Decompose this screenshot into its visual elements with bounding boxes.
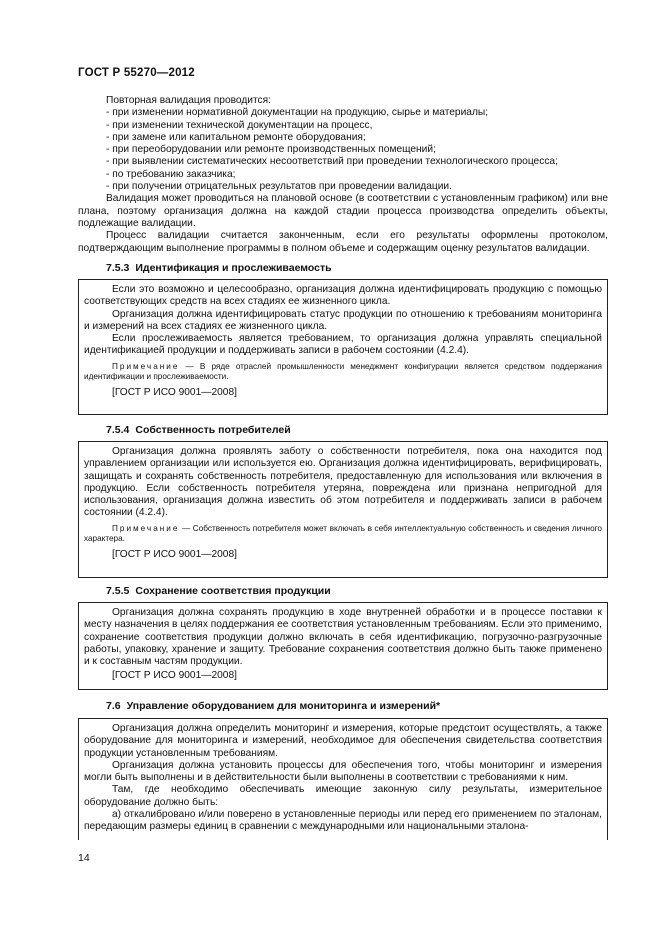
note-text: — В ряде отраслей промышленности менеджмент конфигурации является средством поддержания идентификации и прослеживаемости. [84, 361, 602, 382]
box-paragraph: Организация должна определить мониторинг и измерения, которые предстоит осуществлять, а также оборудование для мониторинга и измерений, необходимое для обеспечения свидетельства соответствия продукции установленным требованиям. [84, 723, 602, 759]
list-item: - при получении отрицательных результатов при проведении валидации. [106, 181, 452, 193]
note-label: Примечание [112, 523, 180, 533]
intro-paragraph: Валидация может проводиться на плановой основе (в соответствии с установленным графиком) или вне плана, поэтому организация должна на каждой стадии процесса производства определить объекты, подлежащие валидации. [78, 193, 608, 229]
list-item: - при переоборудовании или ремонте производственных помещений; [106, 144, 436, 156]
note-text: — Собственность потребителя может включать в себя интеллектуальную собственность и сведения личного характера. [84, 523, 602, 544]
section-heading-7-5-5 [106, 585, 331, 597]
document-header: ГОСТ Р 55270—2012 [78, 67, 195, 79]
box-paragraph: Организация должна установить процессы для обеспечения того, чтобы мониторинг и измерения могли быть выполнены и в действительности были выполнены в соответствии с требованиями к ним. [84, 759, 602, 784]
section-number: 7.5.4 [106, 424, 130, 436]
list-item: - при изменении нормативной документации на продукцию, сырье и материалы; [106, 107, 489, 119]
list-item: - при выявлении систематических несоответствий при проведении технологического процесса; [106, 156, 558, 168]
section-number: 7.5.3 [106, 262, 130, 274]
list-item: - по требованию заказчика; [106, 168, 236, 180]
quote-box-7-6 [78, 718, 608, 840]
section-heading-7-6 [106, 700, 440, 712]
box-paragraph: а) откалибровано и/или поверено в установленные периоды или перед его применением по эталонам, передающим размеры единиц в сравнении с международными или национальными эталона- [84, 809, 602, 833]
section-title: Управление оборудованием для мониторинга и измерений* [126, 700, 441, 712]
section-number: 7.5.5 [106, 585, 130, 597]
note-label: Примечание [112, 361, 180, 371]
box-paragraph: Если это возможно и целесообразно, организация должна идентифицировать продукцию с помощью соответствующих средств на всех стадиях ее жизненного цикла. [84, 284, 602, 308]
section-heading-7-5-3 [106, 262, 332, 274]
box-paragraph: Организация должна проявлять заботу о собственности потребителя, пока она находится под управлением организации или используется ею. Организация должна идентифицировать, верифицировать, защищать и сохранять собственность потребителя, предоставленную для использования или включения в продукцию. Если собственность потребителя утеряна, повреждена или признана непригодной для использования, организация должна известить об этом потребителя и поддерживать записи в рабочем состоянии (4.2.4). [84, 446, 602, 519]
section-heading-7-5-4 [106, 424, 291, 436]
section-title: Идентификация и прослеживаемость [135, 262, 332, 274]
reference: [ГОСТ Р ИСО 9001—2008] [112, 548, 237, 560]
box-paragraph: Если прослеживаемость является требованием, то организация должна управлять специальной идентификацией продукции и поддерживать записи в рабочем состоянии (4.2.4). [84, 333, 602, 357]
section-title: Собственность потребителей [135, 424, 291, 436]
quote-box-7-5-4 [78, 441, 608, 578]
note [84, 362, 602, 383]
reference: [ГОСТ Р ИСО 9001—2008] [112, 386, 237, 398]
box-paragraph: Там, где необходимо обеспечивать имеющие законную силу результаты, измерительное оборудование должно быть: [84, 784, 602, 808]
quote-box-7-5-3 [78, 279, 608, 415]
intro-section [78, 95, 608, 255]
note [84, 524, 602, 545]
section-title: Сохранение соответствия продукции [135, 585, 331, 597]
intro-paragraph: Процесс валидации считается законченным, если его результаты оформлены протоколом, подтверждающим выполнение программы в полном объеме и содержащим оценку результатов валидации. [78, 230, 608, 254]
intro-lead: Повторная валидация проводится: [106, 95, 271, 106]
page-number: 14 [78, 852, 90, 864]
section-number: 7.6 [106, 700, 121, 712]
list-item: - при замене или капитальном ремонте оборудования; [106, 131, 366, 143]
reference: [ГОСТ Р ИСО 9001—2008] [112, 670, 237, 682]
quote-box-7-5-5 [78, 602, 608, 690]
box-paragraph: Организация должна идентифицировать статус продукции по отношению к требованиям мониторинга и измерений на всех стадиях ее жизненного цикла. [84, 308, 602, 332]
box-paragraph: Организация должна сохранять продукцию в ходе внутренней обработки и в процессе поставки к месту назначения в целях поддержания ее соответствия установленным требованиям. Если это применимо, сохранение соответствия продукции должно включать в себя идентификацию, погрузочно-разгрузочные работы, упаковку, хранение и защиту. Требование сохранения соответствия должно быть также применено и к составным частям продукции. [84, 607, 602, 668]
list-item: - при изменении технической документации на процесс, [106, 119, 373, 131]
